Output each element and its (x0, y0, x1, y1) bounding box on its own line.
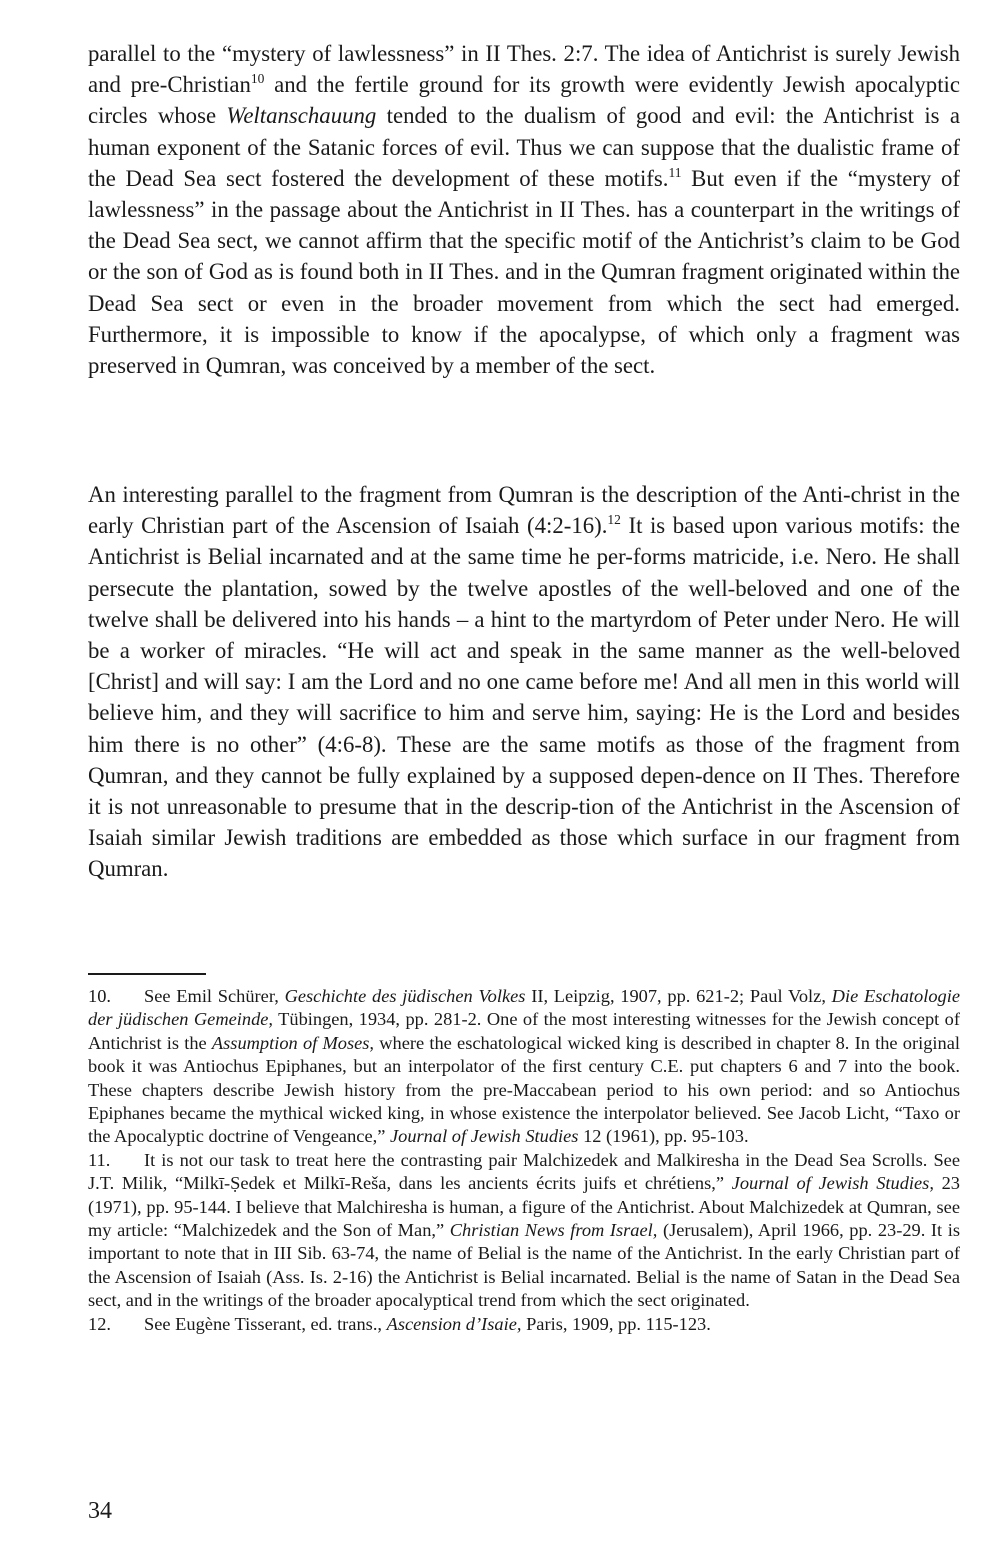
text-run: But even if the “mystery of lawlessness” in the passage about the Antichrist in II Thes. has a counterpart in the writings of the Dead Sea sect, we cannot affirm that the specific motif of the Antichrist’s claim to be God or the son of God as is found both in II Thes. and in the Qumran fragment originated within the Dead Sea sect or even in the broader movement from which the sect had emerged. Furthermore, it is impossible to know if the apocalypse, of which only a fragment was preserved in Qumran, was conceived by a member of the sect. (88, 165, 960, 379)
footnote-reference: 11 (668, 164, 682, 180)
italic-text: Journal of Jewish Studies (389, 1126, 579, 1147)
footnote-number: 11. (88, 1149, 111, 1170)
footnote (88, 985, 960, 1149)
footnote (88, 1313, 960, 1336)
text-run: 12 (1961), pp. 95-103. (578, 1126, 749, 1147)
text-run: See Emil Schürer, (144, 986, 285, 1006)
text-run: 23 (1971), pp. 95-144. I believe that Malchiresha is human, a figure of the Antichrist. About Malchizedek at Qumran, see my article: “Malchizedek and the Son of Man,” (88, 1173, 960, 1241)
italic-text: Christian News from Israel, (449, 1220, 658, 1241)
italic-text: Weltanschauung (226, 103, 377, 129)
text-run: where the eschatological wicked king is described in chapter 8. In the original book it was Antiochus Epiphanes, but an interpolator of the first century C.E. put chapters 6 and 7 into the book. These chapters describe Jewish history from the pre-Maccabean period to his own period: and so Antiochus Epiphanes became the mythical wicked king, in whose existence the interpolator believed. See Jacob Licht, “Taxo or the Apocalyptic doctrine of Vengeance,” (88, 1032, 960, 1147)
text-run: II, Leipzig, 1907, pp. 621-2; Paul Volz, (525, 986, 832, 1006)
text-run: Paris, 1909, pp. 115-123. (521, 1313, 711, 1334)
footnotes (88, 985, 960, 1336)
footnote-reference: 12 (607, 512, 621, 528)
italic-text: Journal of Jewish Studies, (731, 1173, 934, 1194)
text-run: parallel to the “mystery of lawlessness” in II Thes. 2:7. The idea of Antichrist is surely Jewish and pre-Christian (88, 41, 960, 98)
body-paragraph-1 (88, 38, 960, 381)
text-run: (Jerusalem), April 1966, pp. 23-29. It is important to note that in III Sib. 63-74, the name of Belial is the name of the Antichrist. In the early Christian part of the Ascension of Isaiah (Ass. Is. 2-16) the Antichrist is Belial incarnated. Belial is the name of Satan in the Dead Sea sect, and in the writings of the broader apocalyptical trend from which the sect originated. (88, 1220, 960, 1311)
footnote-number: 10. (88, 986, 111, 1006)
italic-text: Geschichte des jüdischen Volkes (284, 986, 526, 1006)
body-paragraph-2 (88, 479, 960, 885)
text-run: Tübingen, 1934, pp. 281-2. One of the most interesting witnesses for the Jewish concept of Antichrist is the (88, 1009, 961, 1053)
footnote-separator (88, 973, 206, 975)
text-run: and the fertile ground for its growth were evidently Jewish apocalyptic circles whose (88, 72, 960, 129)
text-run: It is based upon various motifs: the Antichrist is Belial incarnated and at the same time he per-forms matricide, i.e. Nero. He shall persecute the plantation, sowed by the twelve apostles of the well-beloved and one of the twelve shall be delivered into his hands – a hint to the martyrdom of Peter under Nero. He will be a worker of miracles. “He will act and speak in the same manner as the well-beloved [Christ] and will say: I am the Lord and no one came before me! And all men in this world will believe him, and they will sacrifice to him and serve him, saying: He is the Lord and besides him there is no other” (4:6-8). These are the same motifs as those of the fragment from Qumran, and they cannot be fully explained by a supposed depen-dence on II Thes. Therefore it is not unreasonable to presume that in the descrip-tion of the Antichrist in the Ascension of Isaiah similar Jewish traditions are embedded as those which surface in our fragment from Qumran. (88, 513, 960, 882)
text-run: It is not our task to treat here the contrasting pair Malchizedek and Malkiresha in the Dead Sea Scrolls. See J.T. Milik, “Milkī-Ṣedek et Milkī-Reša, dans les ancients écrits juifs et chrétiens,” (88, 1149, 960, 1194)
text-run: An interesting parallel to the fragment from Qumran is the description of the Anti-christ in the early Christian part of the Ascension of Isaiah (4:2-16). (88, 482, 960, 539)
footnote-reference: 10 (250, 71, 265, 87)
footnote (88, 1149, 960, 1313)
text-run: tended to the dualism of good and evil: the Antichrist is a human exponent of the Satanic forces of evil. Thus we can suppose that the dualistic frame of the Dead Sea sect fostered the development of these motifs. (88, 103, 960, 191)
page-number: 34 (88, 1498, 112, 1524)
text-run: See Eugène Tisserant, ed. trans., (144, 1313, 387, 1334)
italic-text: Assumption of Moses, (211, 1032, 375, 1053)
italic-text: Ascension d’Isaie, (386, 1313, 522, 1334)
italic-text: Die Eschatologie der jüdischen Gemeinde, (88, 986, 960, 1030)
footnote-number: 12. (88, 1313, 111, 1334)
